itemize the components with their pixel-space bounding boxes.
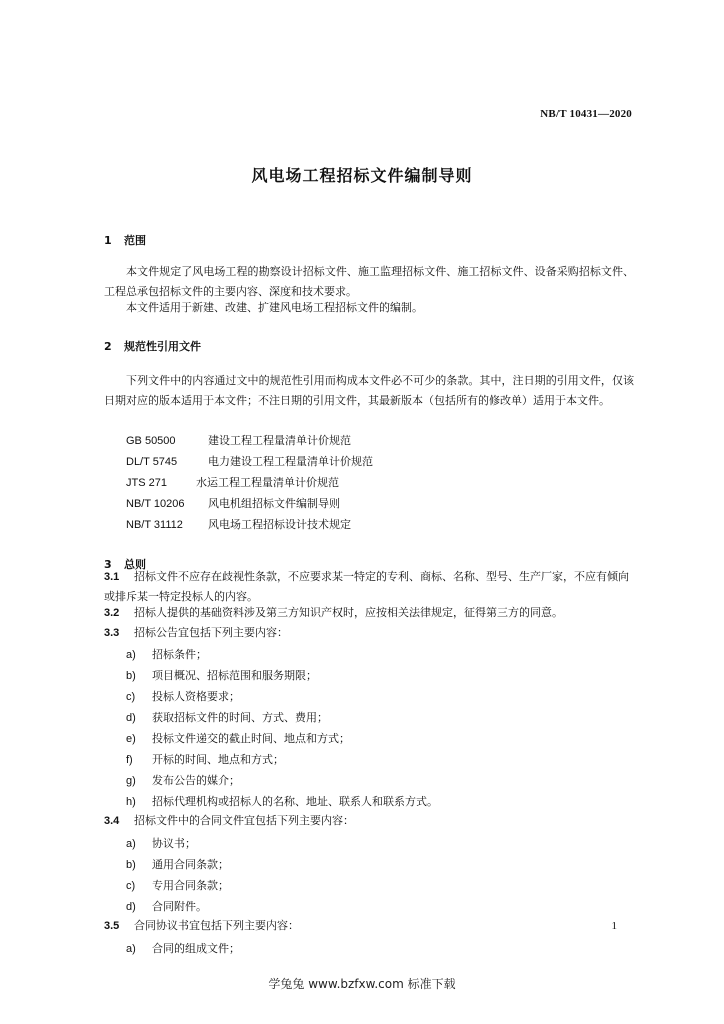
section-title: 总则	[124, 558, 146, 571]
clause-number: 3.5	[104, 920, 120, 932]
list-text: 专用合同条款；	[152, 879, 229, 892]
list-text: 获取招标文件的时间、方式、费用；	[152, 711, 328, 724]
list-marker: d)	[126, 901, 136, 913]
footer-watermark: 学兔兔 www.bzfxw.com 标准下载	[268, 977, 456, 991]
list-item	[126, 646, 207, 662]
list-text: 招标条件；	[152, 648, 207, 661]
reference-title: 风电场工程招标设计技术规定	[208, 518, 351, 531]
clause-text: 合同协议书宜包括下列主要内容：	[134, 919, 299, 932]
clause-text: 招标文件中的合同文件宜包括下列主要内容：	[134, 814, 354, 827]
list-marker: c)	[126, 880, 136, 892]
reference-item	[126, 453, 373, 469]
clause-text: 招标公告宜包括下列主要内容：	[134, 626, 288, 639]
list-item	[126, 751, 284, 767]
clause-number: 3.1	[104, 571, 120, 583]
list-item	[126, 772, 240, 788]
list-item	[126, 793, 438, 809]
list-item	[126, 877, 229, 893]
list-item	[126, 730, 350, 746]
list-marker: a)	[126, 649, 136, 661]
list-text: 合同的组成文件；	[152, 942, 240, 955]
reference-item	[126, 432, 351, 448]
clause-number: 3.2	[104, 607, 120, 619]
list-text: 发布公告的媒介；	[152, 774, 240, 787]
list-marker: e)	[126, 733, 136, 745]
page-number: 1	[611, 920, 617, 932]
list-item	[126, 667, 317, 683]
reference-title: 水运工程工程量清单计价规范	[196, 476, 339, 489]
reference-code: NB/T 31112	[126, 519, 183, 531]
section-1-heading	[104, 232, 146, 248]
clause-3-2	[104, 603, 634, 623]
list-marker: a)	[126, 943, 136, 955]
paragraph-text: 本文件规定了风电场工程的勘察设计招标文件、施工监理招标文件、施工招标文件、设备采购招标文件、工程总承包招标文件的主要内容、深度和技术要求。	[104, 265, 634, 298]
clause-number: 3.4	[104, 815, 120, 827]
list-marker: b)	[126, 670, 136, 682]
list-text: 投标人资格要求；	[152, 690, 240, 703]
list-text: 招标代理机构或招标人的名称、地址、联系人和联系方式。	[152, 795, 438, 808]
section-2-paragraph	[104, 371, 634, 411]
clause-3-1	[104, 567, 634, 607]
list-item	[126, 835, 196, 851]
list-marker: a)	[126, 838, 136, 850]
reference-item	[126, 495, 340, 511]
section-1-paragraph-2	[104, 298, 634, 318]
list-text: 投标文件递交的截止时间、地点和方式；	[152, 732, 350, 745]
list-item	[126, 940, 240, 956]
list-text: 项目概况、招标范围和服务期限；	[152, 669, 317, 682]
list-marker: d)	[126, 712, 136, 724]
list-text: 协议书；	[152, 837, 196, 850]
reference-item	[126, 474, 339, 490]
document-title: 风电场工程招标文件编制导则	[251, 166, 473, 185]
section-title: 规范性引用文件	[124, 340, 201, 353]
standard-number: NB/T 10431—2020	[540, 108, 632, 120]
paragraph-text: 本文件适用于新建、改建、扩建风电场工程招标文件的编制。	[126, 301, 423, 314]
clause-3-4	[104, 811, 634, 831]
list-marker: b)	[126, 859, 136, 871]
reference-title: 电力建设工程工程量清单计价规范	[208, 455, 373, 468]
list-marker: g)	[126, 775, 136, 787]
section-number: 1	[104, 234, 112, 247]
list-text: 开标的时间、地点和方式；	[152, 753, 284, 766]
list-text: 通用合同条款；	[152, 858, 229, 871]
reference-code: NB/T 10206	[126, 498, 185, 510]
list-item	[126, 856, 229, 872]
reference-title: 风电机组招标文件编制导则	[208, 497, 340, 510]
paragraph-text: 下列文件中的内容通过文中的规范性引用而构成本文件必不可少的条款。其中，注日期的引用文件，仅该日期对应的版本适用于本文件；不注日期的引用文件，其最新版本（包括所有的修改单）适用于本文件。	[104, 374, 634, 407]
section-title: 范围	[124, 234, 146, 247]
list-marker: f)	[126, 754, 133, 766]
clause-text: 招标人提供的基础资料涉及第三方知识产权时，应按相关法律规定，征得第三方的同意。	[134, 606, 563, 619]
section-2-heading	[104, 338, 201, 354]
list-item	[126, 898, 207, 914]
reference-code: JTS 271	[126, 477, 167, 489]
reference-title: 建设工程工程量清单计价规范	[208, 434, 351, 447]
clause-text: 招标文件不应存在歧视性条款，不应要求某一特定的专利、商标、名称、型号、生产厂家，不应有倾向或排斥某一特定投标人的内容。	[104, 570, 629, 603]
clause-number: 3.3	[104, 627, 120, 639]
clause-3-3	[104, 623, 634, 643]
reference-item	[126, 516, 351, 532]
reference-code: GB 50500	[126, 435, 176, 447]
section-1-paragraph-1	[104, 262, 634, 302]
section-number: 2	[104, 340, 112, 353]
list-marker: c)	[126, 691, 136, 703]
list-item	[126, 688, 240, 704]
list-item	[126, 709, 328, 725]
section-number: 3	[104, 558, 112, 571]
list-marker: h)	[126, 796, 136, 808]
clause-3-5	[104, 916, 634, 936]
reference-code: DL/T 5745	[126, 456, 178, 468]
list-text: 合同附件。	[152, 900, 207, 913]
